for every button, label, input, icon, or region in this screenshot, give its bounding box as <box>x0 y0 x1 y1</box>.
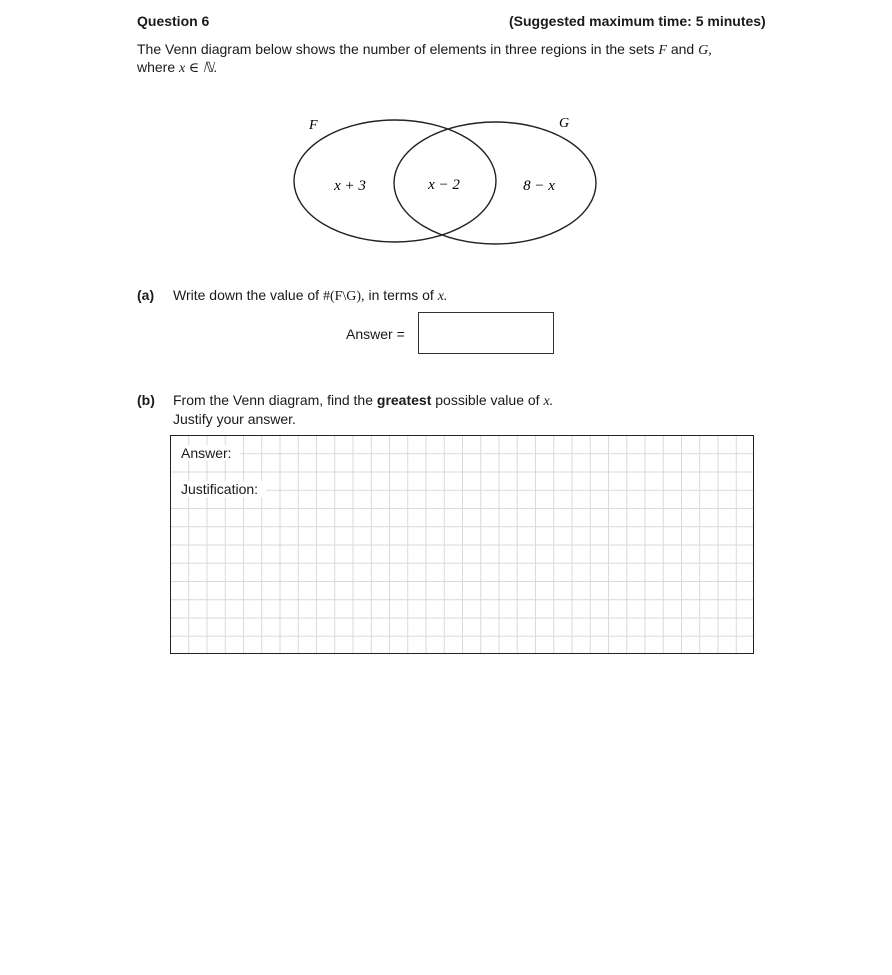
part-b-text-end: possible value of <box>435 392 540 408</box>
set-g-label: G <box>559 116 570 131</box>
set-f-label: F <box>309 118 318 133</box>
part-b-label: (b) <box>137 392 155 408</box>
part-b-line-2: Justify your answer. <box>173 411 296 427</box>
set-f-circle <box>294 120 496 242</box>
region-g-only: 8 − x <box>523 178 555 194</box>
part-b-answer-grid[interactable] <box>170 435 754 654</box>
intro-set-g: G, <box>698 43 712 58</box>
part-a-text-end: in terms of <box>368 287 434 303</box>
set-g-circle <box>394 122 596 244</box>
question-title: Question 6 <box>137 13 210 29</box>
venn-diagram <box>0 0 892 260</box>
part-b-text-start: From the Venn diagram, find the <box>173 392 373 408</box>
part-a-label: (a) <box>137 287 155 303</box>
part-a-answer-field[interactable] <box>418 312 554 354</box>
part-a-answer-label: Answer = <box>346 326 405 342</box>
part-a-question <box>173 287 447 305</box>
part-b-bold-word: greatest <box>376 392 432 408</box>
part-b-question <box>173 392 553 410</box>
part-a-text: Write down the value of <box>173 287 320 303</box>
region-intersection: x − 2 <box>428 177 460 193</box>
justification-label: Justification: <box>171 481 266 497</box>
time-note: (Suggested maximum time: 5 minutes) <box>509 13 766 29</box>
part-a-expression: #(F\G), <box>322 289 365 304</box>
answer-label: Answer: <box>171 445 240 461</box>
part-b-variable: x. <box>543 394 554 409</box>
part-a-variable: x. <box>437 289 448 304</box>
intro-condition: x ∈ ℕ. <box>179 61 218 76</box>
region-f-only: x + 3 <box>334 178 366 194</box>
intro-where: where <box>137 59 176 75</box>
intro-set-f: F <box>658 43 667 58</box>
intro-and: and <box>670 41 695 57</box>
intro-text: The Venn diagram below shows the number of elements in three regions in the sets <box>137 41 655 57</box>
